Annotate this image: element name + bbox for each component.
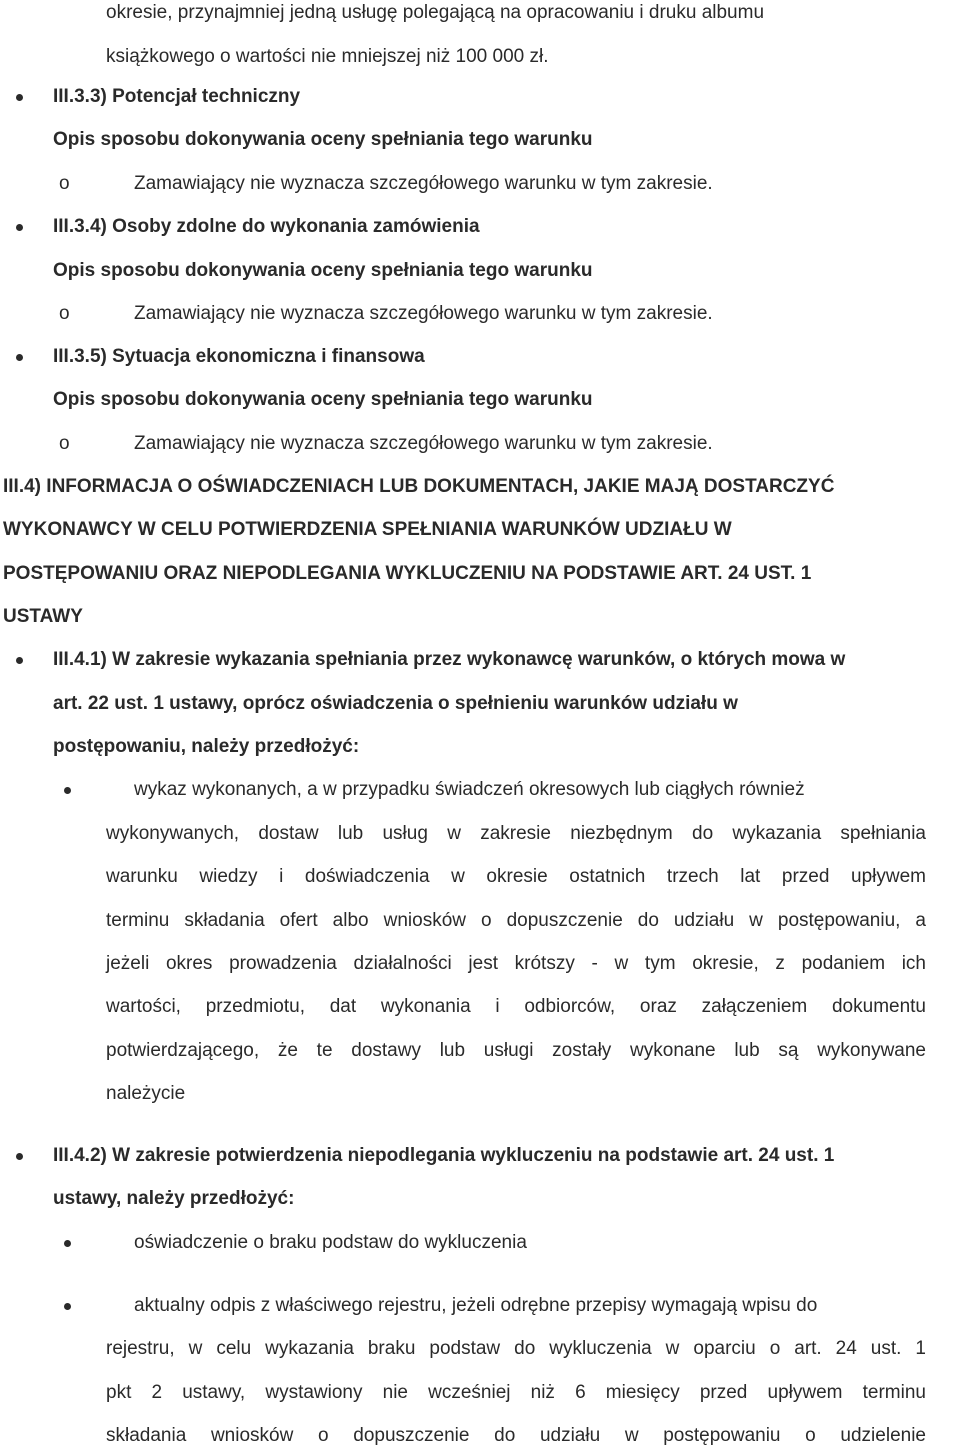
main-heading-line: III.4) INFORMACJA O OŚWIADCZENIACH LUB DOKUMENTACH, JAKIE MAJĄ DOSTARCZYĆ bbox=[3, 476, 835, 497]
list-item-line: oświadczenie o braku podstaw do wykluczenia bbox=[134, 1232, 527, 1253]
bullet-icon bbox=[64, 787, 71, 794]
bullet-icon bbox=[64, 1303, 71, 1310]
subsection-heading: ustawy, należy przedłożyć: bbox=[53, 1188, 295, 1209]
list-marker: o bbox=[59, 173, 70, 194]
bullet-icon bbox=[16, 657, 23, 664]
list-item-line: rejestru, w celu wykazania braku podstaw do wykluczenia w oparciu o art. 24 ust. 1 bbox=[106, 1338, 926, 1359]
section-heading: III.3.5) Sytuacja ekonomiczna i finansowa bbox=[53, 346, 425, 367]
bullet-icon bbox=[16, 1153, 23, 1160]
subsection-heading: III.4.1) W zakresie wykazania spełniania przez wykonawcę warunków, o których mowa w bbox=[53, 649, 846, 670]
description-text: Zamawiający nie wyznacza szczegółowego warunku w tym zakresie. bbox=[134, 303, 713, 324]
description-text: Zamawiający nie wyznacza szczegółowego warunku w tym zakresie. bbox=[134, 433, 713, 454]
list-item-line: potwierdzającego, że te dostawy lub usługi zostały wykonane lub są wykonywane bbox=[106, 1040, 926, 1061]
list-item-line: wartości, przedmiotu, dat wykonania i odbiorców, oraz załączeniem dokumentu bbox=[106, 996, 926, 1017]
section-heading: III.3.4) Osoby zdolne do wykonania zamówienia bbox=[53, 216, 480, 237]
main-heading-line: WYKONAWCY W CELU POTWIERDZENIA SPEŁNIANIA WARUNKÓW UDZIAŁU W bbox=[3, 519, 732, 540]
section-heading: III.3.3) Potencjał techniczny bbox=[53, 86, 301, 107]
list-item-line: pkt 2 ustawy, wystawiony nie wcześniej niż 6 miesięcy przed upływem terminu bbox=[106, 1382, 926, 1403]
subsection-heading: art. 22 ust. 1 ustawy, oprócz oświadczenia o spełnieniu warunków udziału w bbox=[53, 693, 738, 714]
list-item-line: składania wniosków o dopuszczenie do udziału w postępowaniu o udzielenie bbox=[106, 1425, 926, 1446]
description-text: Zamawiający nie wyznacza szczegółowego warunku w tym zakresie. bbox=[134, 173, 713, 194]
list-marker: o bbox=[59, 433, 70, 454]
main-heading-line: POSTĘPOWANIU ORAZ NIEPODLEGANIA WYKLUCZENIU NA PODSTAWIE ART. 24 UST. 1 bbox=[3, 563, 812, 584]
list-item-line: terminu składania ofert albo wniosków o dopuszczenie do udziału w postępowaniu, a bbox=[106, 910, 926, 931]
subsection-heading: III.4.2) W zakresie potwierdzenia niepodlegania wykluczeniu na podstawie art. 24 ust. 1 bbox=[53, 1145, 835, 1166]
description-label: Opis sposobu dokonywania oceny spełniania tego warunku bbox=[53, 260, 593, 281]
bullet-icon bbox=[16, 354, 23, 361]
list-item-line: warunku wiedzy i doświadczenia w okresie ostatnich trzech lat przed upływem bbox=[106, 866, 926, 887]
description-label: Opis sposobu dokonywania oceny spełniania tego warunku bbox=[53, 129, 593, 150]
list-item-line: aktualny odpis z właściwego rejestru, jeżeli odrębne przepisy wymagają wpisu do bbox=[134, 1295, 818, 1316]
intro-line: książkowego o wartości nie mniejszej niż 100 000 zł. bbox=[106, 46, 549, 67]
list-item-line: wykonywanych, dostaw lub usług w zakresie niezbędnym do wykazania spełniania bbox=[106, 823, 926, 844]
bullet-icon bbox=[16, 224, 23, 231]
bullet-icon bbox=[16, 94, 23, 101]
main-heading-line: USTAWY bbox=[3, 606, 83, 627]
description-label: Opis sposobu dokonywania oceny spełniania tego warunku bbox=[53, 389, 593, 410]
list-item-line: wykaz wykonanych, a w przypadku świadczeń okresowych lub ciągłych również bbox=[134, 779, 805, 800]
intro-line: okresie, przynajmniej jedną usługę polegającą na opracowaniu i druku albumu bbox=[106, 2, 765, 23]
subsection-heading: postępowaniu, należy przedłożyć: bbox=[53, 736, 360, 757]
bullet-icon bbox=[64, 1240, 71, 1247]
list-marker: o bbox=[59, 303, 70, 324]
list-item-line: jeżeli okres prowadzenia działalności jest krótszy - w tym okresie, z podaniem ich bbox=[106, 953, 926, 974]
list-item-line: należycie bbox=[106, 1083, 186, 1104]
